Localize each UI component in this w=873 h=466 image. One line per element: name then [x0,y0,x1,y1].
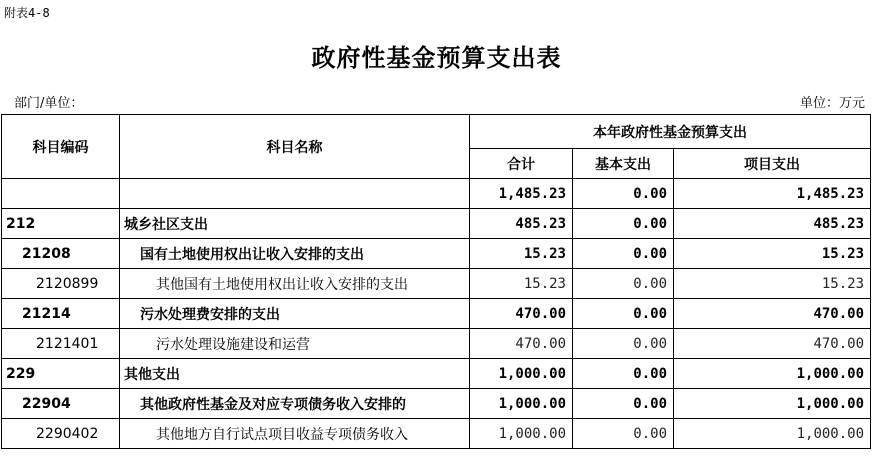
row-total: 1,000.00 [470,359,573,389]
row-name: 其他支出 [120,359,470,389]
row-total: 1,000.00 [470,419,573,449]
table-row [2,329,871,359]
row-total: 1,485.23 [470,179,573,209]
header-group: 本年政府性基金预算支出 [470,115,871,149]
row-name: 其他地方自行试点项目收益专项债务收入 [120,419,470,449]
row-name: 其他国有土地使用权出让收入安排的支出 [120,269,470,299]
row-basic: 0.00 [573,419,674,449]
table-row [2,359,871,389]
unit-label: 单位：万元 [799,96,865,111]
row-project: 1,000.00 [674,359,871,389]
row-name: 污水处理设施建设和运营 [120,329,470,359]
row-project: 485.23 [674,209,871,239]
row-project: 470.00 [674,299,871,329]
row-name [120,179,470,209]
budget-table [1,114,871,449]
row-total: 15.23 [470,239,573,269]
row-code: 2120899 [2,269,120,299]
table-row [2,389,871,419]
row-total: 470.00 [470,329,573,359]
row-basic: 0.00 [573,389,674,419]
annex-label: 附表4-8 [4,6,50,20]
department-label: 部门/单位： [14,96,84,111]
header-basic: 基本支出 [573,149,674,179]
header-code: 科目编码 [2,115,120,179]
row-total: 15.23 [470,269,573,299]
row-project: 1,000.00 [674,389,871,419]
table-row [2,269,871,299]
page-title: 政府性基金预算支出表 [311,43,562,72]
row-basic: 0.00 [573,239,674,269]
row-code: 2121401 [2,329,120,359]
row-basic: 0.00 [573,299,674,329]
table-row [2,419,871,449]
row-basic: 0.00 [573,179,674,209]
row-project: 1,000.00 [674,419,871,449]
header-total: 合计 [470,149,573,179]
row-project: 15.23 [674,269,871,299]
row-code: 229 [2,359,120,389]
row-code: 21208 [2,239,120,269]
row-total: 1,000.00 [470,389,573,419]
row-name: 国有土地使用权出让收入安排的支出 [120,239,470,269]
row-basic: 0.00 [573,359,674,389]
row-basic: 0.00 [573,269,674,299]
row-total: 470.00 [470,299,573,329]
table-row [2,209,871,239]
row-project: 1,485.23 [674,179,871,209]
header-name: 科目名称 [120,115,470,179]
row-code: 21214 [2,299,120,329]
header-project: 项目支出 [674,149,871,179]
row-total: 485.23 [470,209,573,239]
row-name: 污水处理费安排的支出 [120,299,470,329]
row-code: 212 [2,209,120,239]
row-name: 其他政府性基金及对应专项债务收入安排的 [120,389,470,419]
row-name: 城乡社区支出 [120,209,470,239]
row-project: 470.00 [674,329,871,359]
row-basic: 0.00 [573,209,674,239]
row-code: 22904 [2,389,120,419]
row-code: 2290402 [2,419,120,449]
row-project: 15.23 [674,239,871,269]
table-body [2,179,871,449]
table-row [2,179,871,209]
row-basic: 0.00 [573,329,674,359]
table-row [2,239,871,269]
row-code [2,179,120,209]
table-row [2,299,871,329]
